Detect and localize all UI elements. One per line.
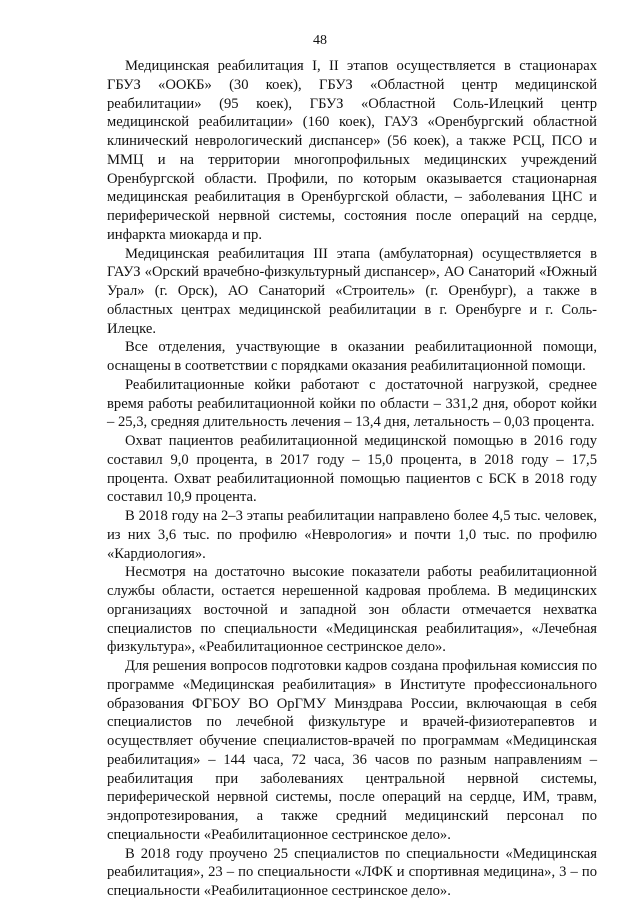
body-text — [107, 57, 597, 901]
paragraph: В 2018 году проучено 25 специалистов по специальности «Медицинская реабилитация», 23 – по специальности «ЛФК и спортивная медицина», 3 – по специальности «Реабилитационное сестринское дело». — [107, 845, 597, 899]
page-number: 48 — [313, 33, 327, 48]
paragraph: Реабилитационные койки работают с достаточной нагрузкой, среднее время работы реабилитационной койки по области – 331,2 дня, оборот койки – 25,3, средняя длительность лечения – 13,4 дня, летальность – 0,03 процента. — [107, 376, 597, 431]
paragraph: Для решения вопросов подготовки кадров создана профильная комиссия по программе «Медицинская реабилитация» в Институте профессионального образования ФГБОУ ВО ОрГМУ Минздрава России, включающая в себя специалистов по лечебной физкультуре и врачей-физиотерапевтов и осуществляет обучение специалистов-врачей по программам «Медицинская реабилитация» – 144 часа, 72 часа, 36 часов по разным направлениям – реабилитация при заболеваниях центральной нервной системы, периферической нервной системы, после операций на сердце, ИМ, травм, эндопротезирования, а также средний медицинский персонал по специальности «Реабилитационное сестринское дело». — [107, 658, 597, 843]
paragraph: Несмотря на достаточно высокие показатели работы реабилитационной службы области, остается нерешенной кадровая проблема. В медицинских организациях восточной и западной зон области отмечается нехватка специалистов по специальности «Медицинская реабилитация», «Лечебная физкультура», «Реабилитационное сестринское дело». — [107, 564, 597, 656]
paragraph: Охват пациентов реабилитационной медицинской помощью в 2016 году составил 9,0 процента, в 2017 году – 15,0 процента, в 2018 году – 17,5 процента. Охват реабилитационной помощью пациентов с БСК в 2018 году составил 10,9 процента. — [107, 433, 597, 506]
paragraph: В 2018 году на 2–3 этапы реабилитации направлено более 4,5 тыс. человек, из них 3,6 тыс. по профилю «Неврология» и почти 1,0 тыс. по профилю «Кардиология». — [107, 508, 597, 562]
paragraph: Медицинская реабилитация I, II этапов осуществляется в стационарах ГБУЗ «ООКБ» (30 коек), ГБУЗ «Областной центр медицинской реабилитации» (95 коек), ГБУЗ «Областной Соль-Илецкий центр медицинской реабилитации» (160 коек), ГАУЗ «Оренбургский областной клинический неврологический диспансер» (56 коек), а также РСЦ, ПСО и ММЦ и на территории многопрофильных медицинских учреждений Оренбургской области. Профили, по которым оказывается стационарная медицинская реабилитация в Оренбургской области, – заболевания ЦНС и периферической нервной системы, состояния после операций на сердце, инфаркта миокарда и пр. — [107, 58, 597, 243]
paragraph: Все отделения, участвующие в оказании реабилитационной помощи, оснащены в соответствии с порядками оказания реабилитационной помощи. — [107, 339, 597, 374]
paragraph: Медицинская реабилитация III этапа (амбулаторная) осуществляется в ГАУЗ «Орский врачебно-физкультурный диспансер», АО Санаторий «Южный Урал» (г. Орск), АО Санаторий «Строитель» (г. Оренбург), а также в областных центрах медицинской реабилитации в г. Оренбурге и г. Соль-Илецке. — [107, 245, 597, 337]
